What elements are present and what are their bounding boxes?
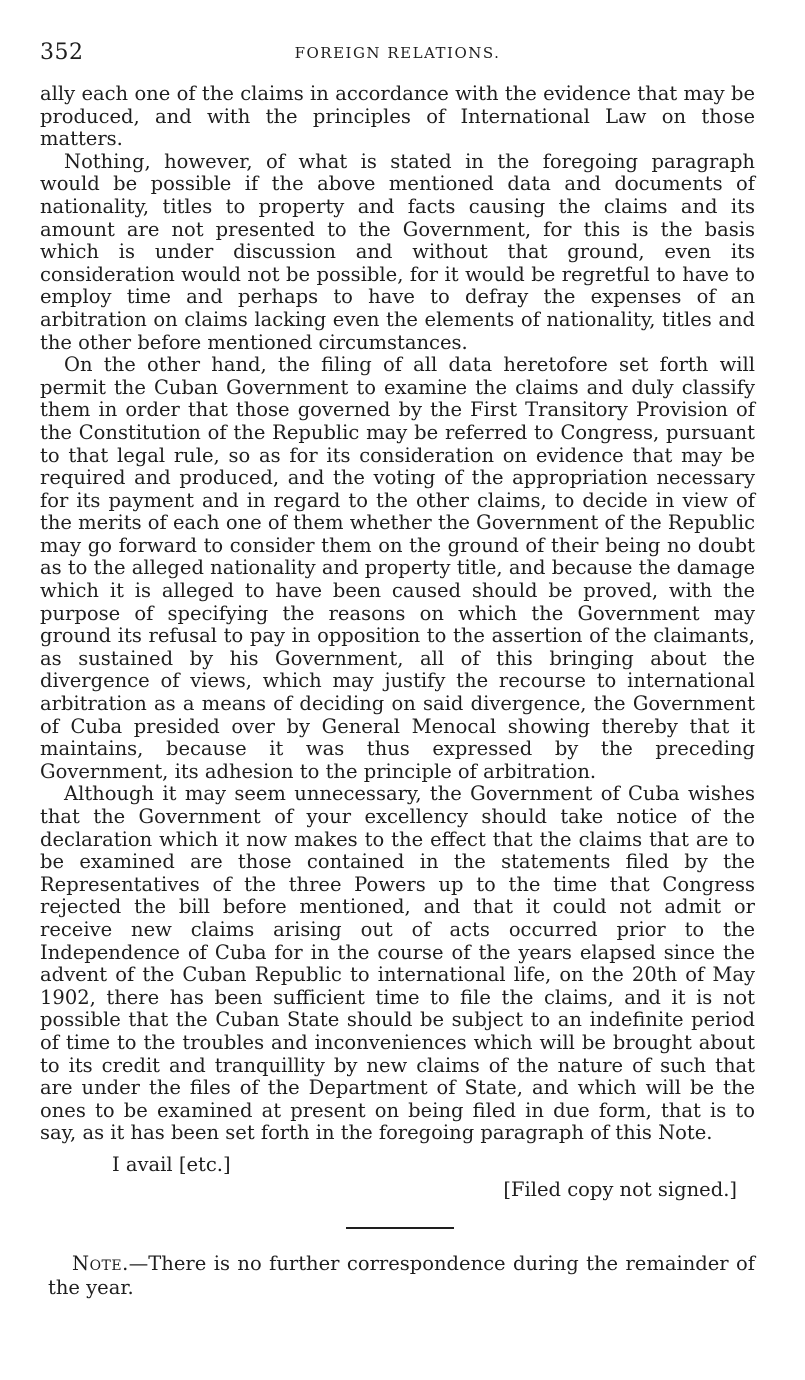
note-text: —There is no further correspondence during the remainder of the year.: [48, 1252, 755, 1299]
editorial-note: [48, 1252, 755, 1300]
paragraph-although: Although it may seem unnecessary, the Government of Cuba wishes that the Government of your excellency should take notice of the declaration which it now makes to the effect that the claims that are to be examined are those contained in the statements filed by the Representatives of the three Powers up to the time that Congress rejected the bill before mentioned, and that it could not admit or receive new claims arising out of acts occurred prior to the Independence of Cuba for in the course of the years elapsed since the advent of the Cuban Republic to international life, on the 20th of May 1902, there has been sufficient time to file the claims, and it is not possible that the Cuban State should be subject to an indefinite period of time to the troubles and inconveniences which will be brought about to its credit and tranquillity by new claims of the nature of such that are under the files of the Department of State, and which will be the ones to be examined at present on being filed in due form, that is to say, as it has been set forth in the foregoing paragraph of this Note.: [40, 782, 755, 1145]
signature-note: [Filed copy not signed.]: [503, 1178, 737, 1201]
paragraph-on-the-other-hand: On the other hand, the filing of all data heretofore set forth will permit the Cuban Government to examine the claims and duly classify them in order that those governed by the First Transitory Provision of the Constitution of the Republic may be referred to Congress, pursuant to that legal rule, so as for its consideration on evidence that may be required and produced, and the voting of the appropriation necessary for its payment and in regard to the other claims, to decide in view of the merits of each one of them whether the Government of the Republic may go forward to consider them on the ground of their being no doubt as to the alleged nationality and property title, and because the damage which it is alleged to have been caused should be proved, with the purpose of specifying the reasons on which the Government may ground its refusal to pay in opposition to the assertion of the claimants, as sustained by his Government, all of this bringing about the divergence of views, which may justify the recourse to international arbitration as a means of deciding on said divergence, the Government of Cuba presided over by General Menocal showing thereby that it maintains, because it was thus expressed by the preceding Government, its adhesion to the principle of arbitration.: [40, 353, 755, 783]
closing-line: I avail [etc.]: [112, 1153, 231, 1176]
running-title: FOREIGN RELATIONS.: [294, 44, 501, 62]
page-number: 352: [40, 40, 84, 65]
body-text: [40, 83, 755, 1145]
paragraph-nothing-however: Nothing, however, of what is stated in the foregoing paragraph would be possible if the above mentioned data and documents of nationality, titles to property and facts causing the claims and its amount are not presented to the Government, for this is the basis which is under discussion and without that ground, even its consideration would not be possible, for it would be regretful to have to employ time and perhaps to have to defray the expenses of an arbitration on claims lacking even the elements of nationality, titles and the other before mentioned circumstances.: [40, 149, 755, 354]
page-header: [40, 40, 755, 72]
paragraph-continuation: ally each one of the claims in accordance with the evidence that may be produced, and with the principles of International Law on those matters.: [40, 82, 755, 151]
section-divider: [346, 1227, 454, 1229]
note-label: Note.: [72, 1252, 129, 1275]
